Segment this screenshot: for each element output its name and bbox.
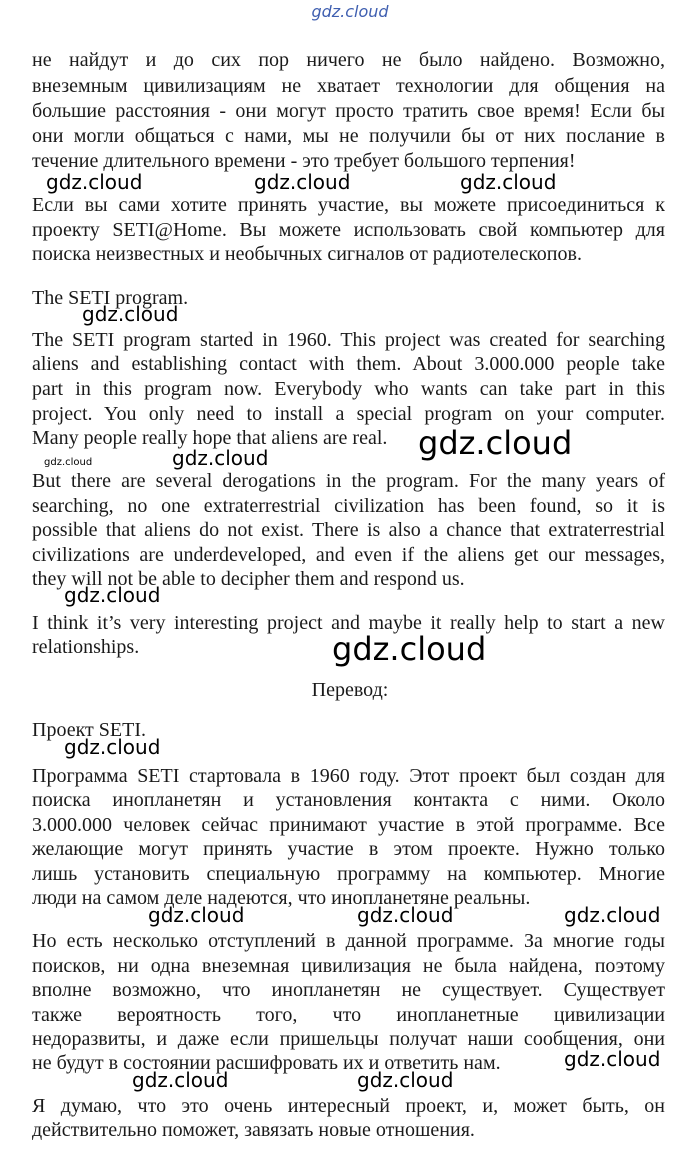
watermark: gdz.cloud <box>82 302 179 326</box>
section-title: Проект SETI. <box>32 719 146 741</box>
text-line: project. You only need to install a special program on your computer. <box>32 403 665 425</box>
watermark: gdz.cloud <box>132 1068 229 1092</box>
text-line: The SETI program started in 1960. This project was created for searching <box>32 329 665 351</box>
text-line: civilizations are underdeveloped, and even if the aliens get our messages, <box>32 544 665 566</box>
header-watermark: gdz.cloud <box>311 2 389 21</box>
watermark: gdz.cloud <box>564 1047 661 1071</box>
translation-heading: Перевод: <box>311 679 389 701</box>
text-line: Но есть несколько отступлений в данной программе. За многие годы <box>32 930 665 952</box>
text-line: люди на самом деле надеются, что инопланетяне реальны. <box>32 887 531 909</box>
text-line: Если вы сами хотите принять участие, вы можете присоединиться к <box>32 194 665 216</box>
watermark: gdz.cloud <box>44 457 93 468</box>
watermark: gdz.cloud <box>254 170 351 194</box>
watermark: gdz.cloud <box>46 170 143 194</box>
text-line: вполне возможно, что инопланетян не существует. Существует <box>32 979 665 1001</box>
text-line: aliens and establishing contact with them. About 3.000.000 people take <box>32 353 665 375</box>
watermark: gdz.cloud <box>357 1068 454 1092</box>
text-line: relationships. <box>32 636 140 658</box>
text-line: течение длительного времени - это требует большого терпения! <box>32 150 576 172</box>
text-line: Программа SETI стартовала в 1960 году. Этот проект был создан для <box>32 765 665 787</box>
text-line: лишь установить специальную программу на компьютер. Многие <box>32 863 665 885</box>
text-line: Many people really hope that aliens are real. <box>32 427 388 449</box>
watermark: gdz.cloud <box>64 735 161 759</box>
text-line: желающие могут принять участие в этом проекте. Нужно только <box>32 838 665 860</box>
text-line: searching, no one extraterrestrial civilization has been found, so it is <box>32 495 665 517</box>
watermark: gdz.cloud <box>418 424 573 462</box>
text-line: действительно поможет, завязать новые отношения. <box>32 1119 475 1141</box>
text-line: большие расстояния - они могут просто тратить свое время! Если бы <box>32 100 665 122</box>
watermark: gdz.cloud <box>64 583 161 607</box>
watermark: gdz.cloud <box>148 903 245 927</box>
text-line: недоразвиты, и даже если пришельцы получат наши сообщения, они <box>32 1028 665 1050</box>
watermark: gdz.cloud <box>564 903 661 927</box>
watermark: gdz.cloud <box>172 446 269 470</box>
text-line: не будут в состоянии расшифровать их и ответить нам. <box>32 1052 501 1074</box>
watermark: gdz.cloud <box>332 630 487 668</box>
text-line: также вероятность того, что инопланетные цивилизации <box>32 1004 665 1026</box>
text-line: поиска неизвестных и необычных сигналов от радиотелескопов. <box>32 243 582 265</box>
watermark: gdz.cloud <box>460 170 557 194</box>
text-line: поисков, ни одна внеземная цивилизация не была найдена, поэтому <box>32 955 665 977</box>
text-line: part in this program now. Everybody who wants can take part in this <box>32 378 665 400</box>
text-line: проекту SETI@Home. Вы можете использовать свой компьютер для <box>32 219 665 241</box>
text-line: I think it’s very interesting project and maybe it really help to start a new <box>32 612 665 634</box>
text-line: 3.000.000 человек сейчас принимают участие в этой программе. Все <box>32 814 665 836</box>
text-line: possible that aliens do not exist. There is also a chance that extraterrestrial <box>32 519 665 541</box>
watermark: gdz.cloud <box>357 903 454 927</box>
text-line: But there are several derogations in the program. For the many years of <box>32 470 665 492</box>
text-line: они могли общаться с нами, мы не получили бы от них послание в <box>32 125 665 147</box>
text-line: внеземным цивилизациям не хватает технологии для общения на <box>32 75 665 97</box>
text-line: поиска инопланетян и установления контакта с ними. Около <box>32 789 665 811</box>
section-title: The SETI program. <box>32 287 189 309</box>
text-line: Я думаю, что это очень интересный проект, и, может быть, он <box>32 1095 665 1117</box>
text-line: they will not be able to decipher them and respond us. <box>32 568 465 590</box>
text-line: не найдут и до сих пор ничего не было найдено. Возможно, <box>32 49 665 71</box>
